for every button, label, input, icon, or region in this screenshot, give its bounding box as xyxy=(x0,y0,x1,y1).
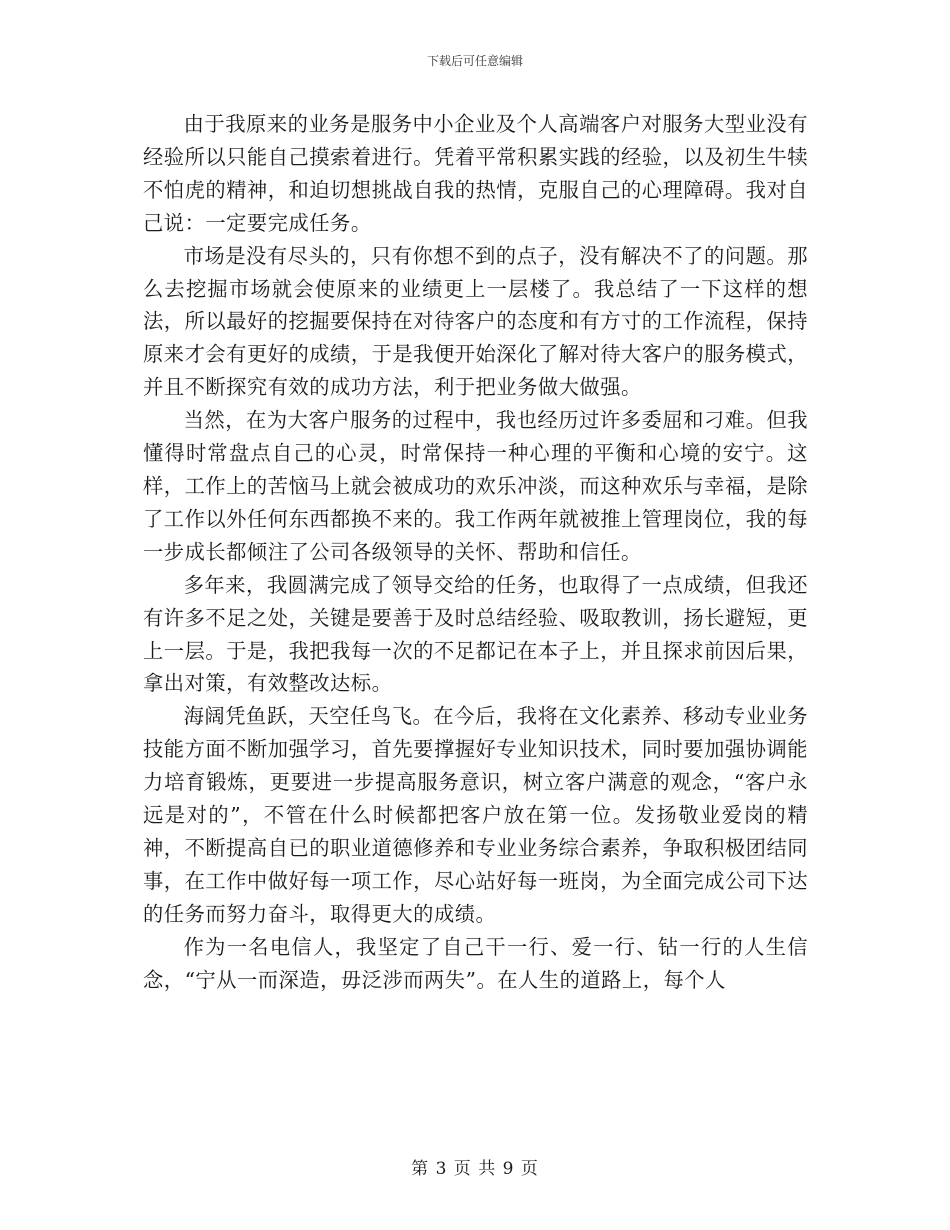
page-header: 下载后可任意编辑 xyxy=(426,54,523,68)
paragraph-5: 海阔凭鱼跃，天空任鸟飞。在今后，我将在文化素养、移动专业业务技能方面不断加强学习，首先要撑握好专业知识技术，同时要加强协调能力培育锻炼，更要进一步提高服务意识，树立客户满意的观念，“客户永远是对的”，不管在什么时候都把客户放在第一位。发扬敬业爱岗的精神，不断提高自已的职业道德修养和专业业务综合素养，争取积极团结同事，在工作中做好每一项工作，尽心站好每一班岗，为全面完成公司下达的任务而努力奋斗，取得更大的成绩。 xyxy=(143,704,809,926)
document-body xyxy=(143,108,808,996)
paragraph-6: 作为一名电信人，我坚定了自己干一行、爱一行、钻一行的人生信念，“宁从一而深造，毋泛涉而两失”。在人生的道路上，每个人 xyxy=(143,934,808,992)
paragraph-1: 由于我原来的业务是服务中小企业及个人高端客户对服务大型业没有经验所以只能自己摸索着进行。凭着平常积累实践的经验，以及初生牛犊不怕虎的精神，和迫切想挑战自我的热情，克服自己的心理障碍。我对自己说：一定要完成任务。 xyxy=(143,112,809,235)
paragraph-3: 当然，在为大客户服务的过程中，我也经历过许多委屈和刁难。但我懂得时常盘点自己的心灵，时常保持一种心理的平衡和心境的安宁。这样，工作上的苦恼马上就会被成功的欢乐冲淡，而这种欢乐与幸福，是除了工作以外任何东西都换不来的。我工作两年就被推上管理岗位，我的每一步成长都倾注了公司各级领导的关怀、帮助和信任。 xyxy=(143,408,809,564)
paragraph-4: 多年来，我圆满完成了领导交给的任务，也取得了一点成绩，但我还有许多不足之处，关键是要善于及时总结经验、吸取教训，扬长避短，更上一层。于是，我把我每一次的不足都记在本子上，并且探求前因后果，拿出对策，有效整改达标。 xyxy=(143,572,809,696)
page-number-footer: 第 3 页 共 9 页 xyxy=(411,1159,539,1179)
paragraph-2: 市场是没有尽头的，只有你想不到的点子，没有解决不了的问题。那么去挖掘市场就会使原来的业绩更上一层楼了。我总结了一下这样的想法，所以最好的挖掘要保持在对待客户的态度和有方寸的工作流程，保持原来才会有更好的成绩，于是我便开始深化了解对待大客户的服务模式，并且不断探究有效的成功方法，利于把业务做大做强。 xyxy=(143,243,809,400)
